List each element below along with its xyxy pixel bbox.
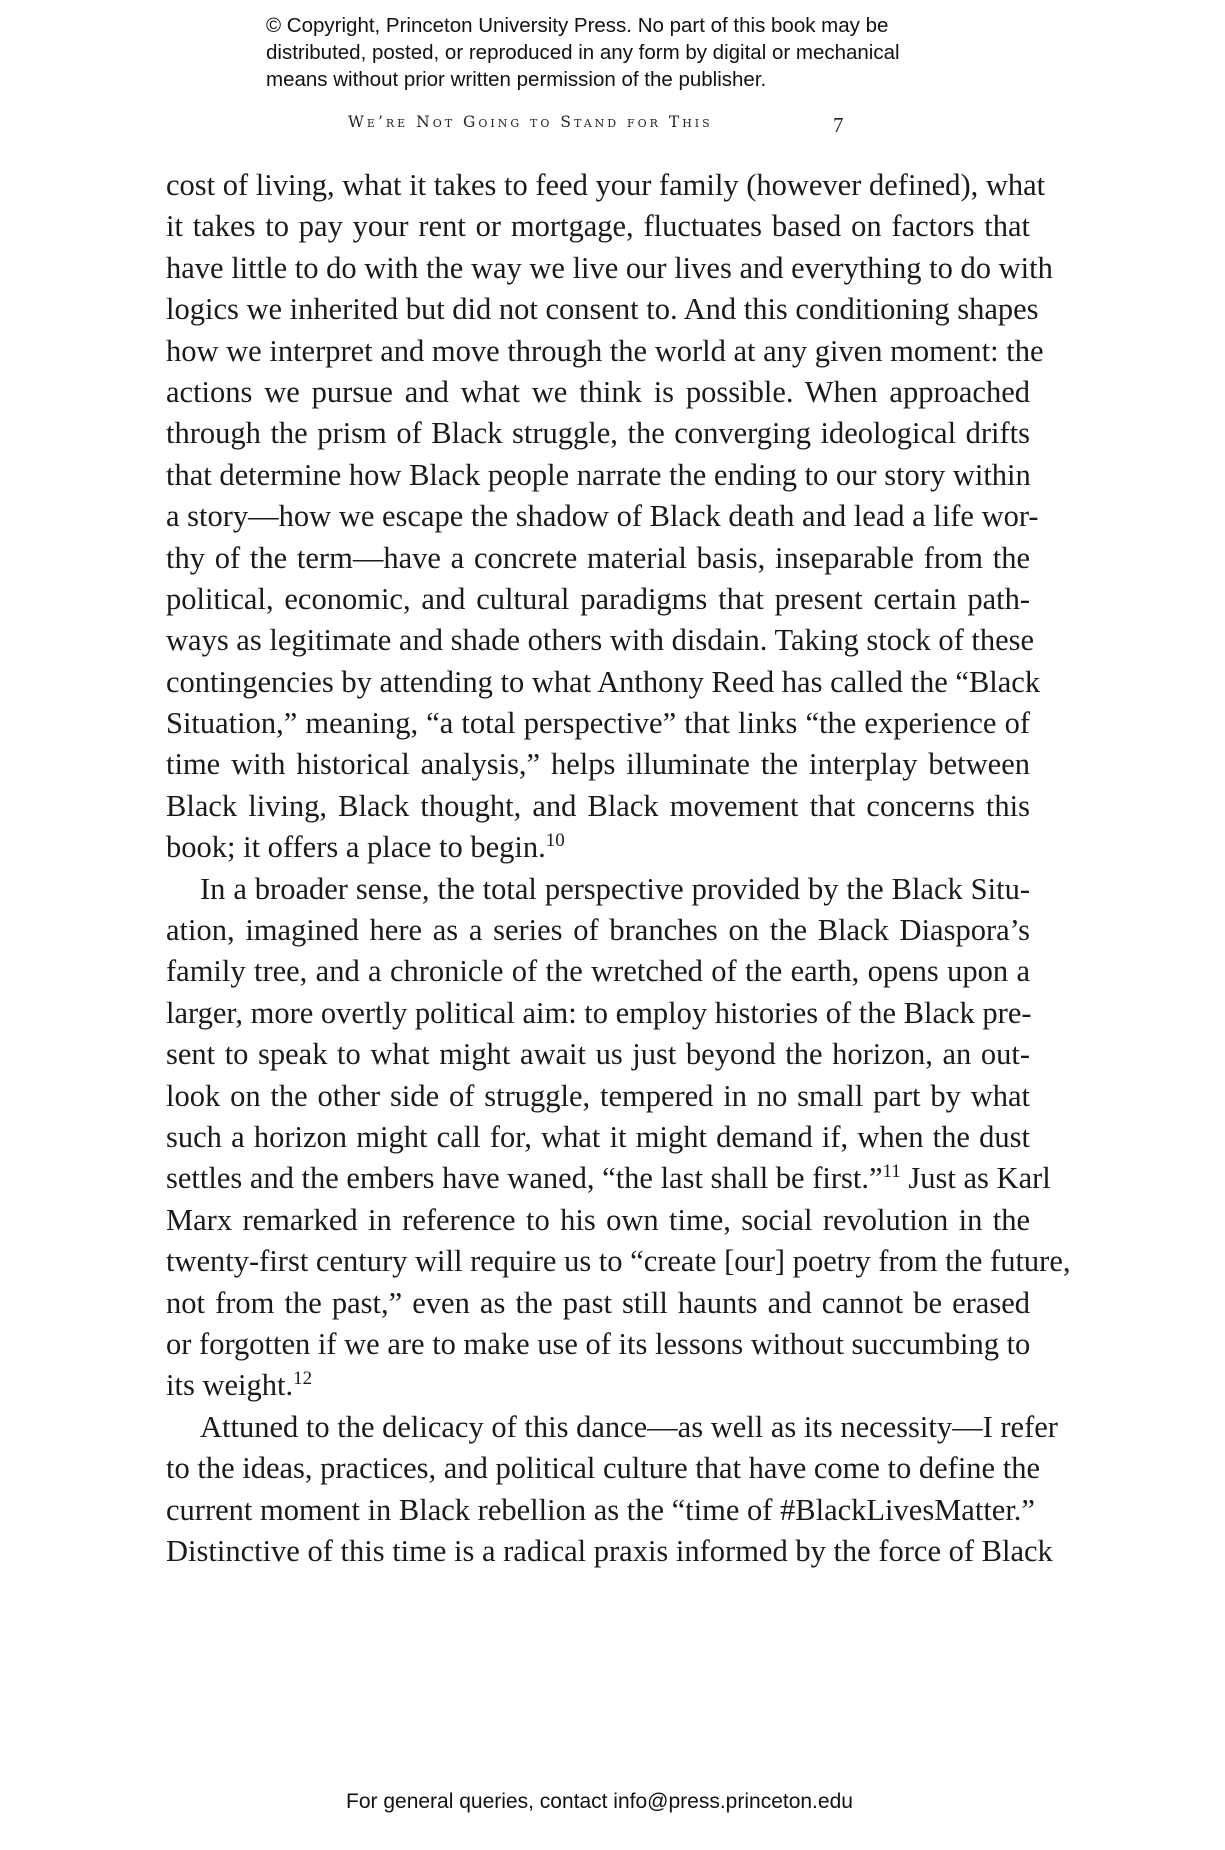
copyright-line: distributed, posted, or reproduced in any form by digital or mechanical <box>266 41 900 64</box>
text-line: it takes to pay your rent or mortgage, fluctuates based on factors that <box>166 209 1030 244</box>
footnote-ref[interactable]: 12 <box>293 1368 313 1390</box>
text-line: not from the past,” even as the past still haunts and cannot be erased <box>166 1285 1030 1320</box>
text-line: actions we pursue and what we think is possible. When approached <box>166 374 1030 409</box>
text-line: larger, more overtly political aim: to employ histories of the Black pre- <box>166 995 1032 1030</box>
text-line: that determine how Black people narrate the ending to our story within <box>166 457 1031 492</box>
running-head-title: We’re Not Going to Stand for This <box>348 113 713 131</box>
text-segment: settles and the embers have waned, “the last shall be first.” <box>166 1161 883 1196</box>
text-line: thy of the term—have a concrete material basis, inseparable from the <box>166 540 1030 575</box>
text-line: look on the other side of struggle, tempered in no small part by what <box>166 1078 1030 1113</box>
text-line: have little to do with the way we live our lives and everything to do with <box>166 250 1053 285</box>
text-line: logics we inherited but did not consent to. And this conditioning shapes <box>166 292 1039 327</box>
footnote-ref[interactable]: 11 <box>882 1161 901 1183</box>
text-line: Situation,” meaning, “a total perspective” that links “the experience of <box>166 706 1030 741</box>
copyright-notice <box>266 12 986 93</box>
page-number: 7 <box>833 113 844 137</box>
running-head <box>348 113 713 131</box>
text-line <box>166 1365 1030 1406</box>
text-line: current moment in Black rebellion as the “time of #BlackLivesMatter.” <box>166 1492 1035 1527</box>
text-line: sent to speak to what might await us just beyond the horizon, an out- <box>166 1037 1030 1072</box>
footnote-ref[interactable]: 10 <box>545 830 565 852</box>
text-line: Attuned to the delicacy of this dance—as well as its necessity—I refer <box>200 1409 1058 1444</box>
text-line: to the ideas, practices, and political culture that have come to define the <box>166 1451 1040 1486</box>
text-line: a story—how we escape the shadow of Black death and lead a life wor- <box>166 499 1039 534</box>
text-segment: its weight. <box>166 1368 294 1403</box>
text-line: Distinctive of this time is a radical praxis informed by the force of Black <box>166 1533 1053 1568</box>
text-line: ways as legitimate and shade others with disdain. Taking stock of these <box>166 623 1035 658</box>
text-segment: Just as Karl <box>900 1161 1051 1196</box>
copyright-line: © Copyright, Princeton University Press. No part of this book may be <box>266 14 889 37</box>
text-line: ation, imagined here as a series of branches on the Black Diaspora’s <box>166 913 1030 948</box>
body-text <box>166 165 1071 1572</box>
text-line: such a horizon might call for, what it might demand if, when the dust <box>166 1119 1030 1154</box>
text-line: time with historical analysis,” helps illuminate the interplay between <box>166 747 1030 782</box>
text-line: cost of living, what it takes to feed your family (however defined), what <box>166 168 1046 202</box>
text-line: contingencies by attending to what Anthony Reed has called the “Black <box>166 664 1041 699</box>
copyright-line: means without prior written permission of the publisher. <box>266 68 767 91</box>
text-line: how we interpret and move through the world at any given moment: the <box>166 333 1044 368</box>
footer-contact: For general queries, contact info@press.princeton.edu <box>346 1790 853 1813</box>
text-line: or forgotten if we are to make use of its lessons without succumbing to <box>166 1326 1031 1361</box>
text-line: Black living, Black thought, and Black movement that concerns this <box>166 788 1030 823</box>
text-line <box>166 1158 1051 1199</box>
text-line: In a broader sense, the total perspective provided by the Black Situ- <box>200 871 1030 906</box>
text-line: family tree, and a chronicle of the wretched of the earth, opens upon a <box>166 954 1030 989</box>
text-line: through the prism of Black struggle, the converging ideological drifts <box>166 416 1030 451</box>
text-line: political, economic, and cultural paradigms that present certain path- <box>166 581 1030 616</box>
text-line: twenty-first century will require us to “create [our] poetry from the future, <box>166 1244 1071 1279</box>
text-line <box>166 827 1030 868</box>
text-line: Marx remarked in reference to his own time, social revolution in the <box>166 1202 1030 1237</box>
text-segment: book; it offers a place to begin. <box>166 830 546 865</box>
